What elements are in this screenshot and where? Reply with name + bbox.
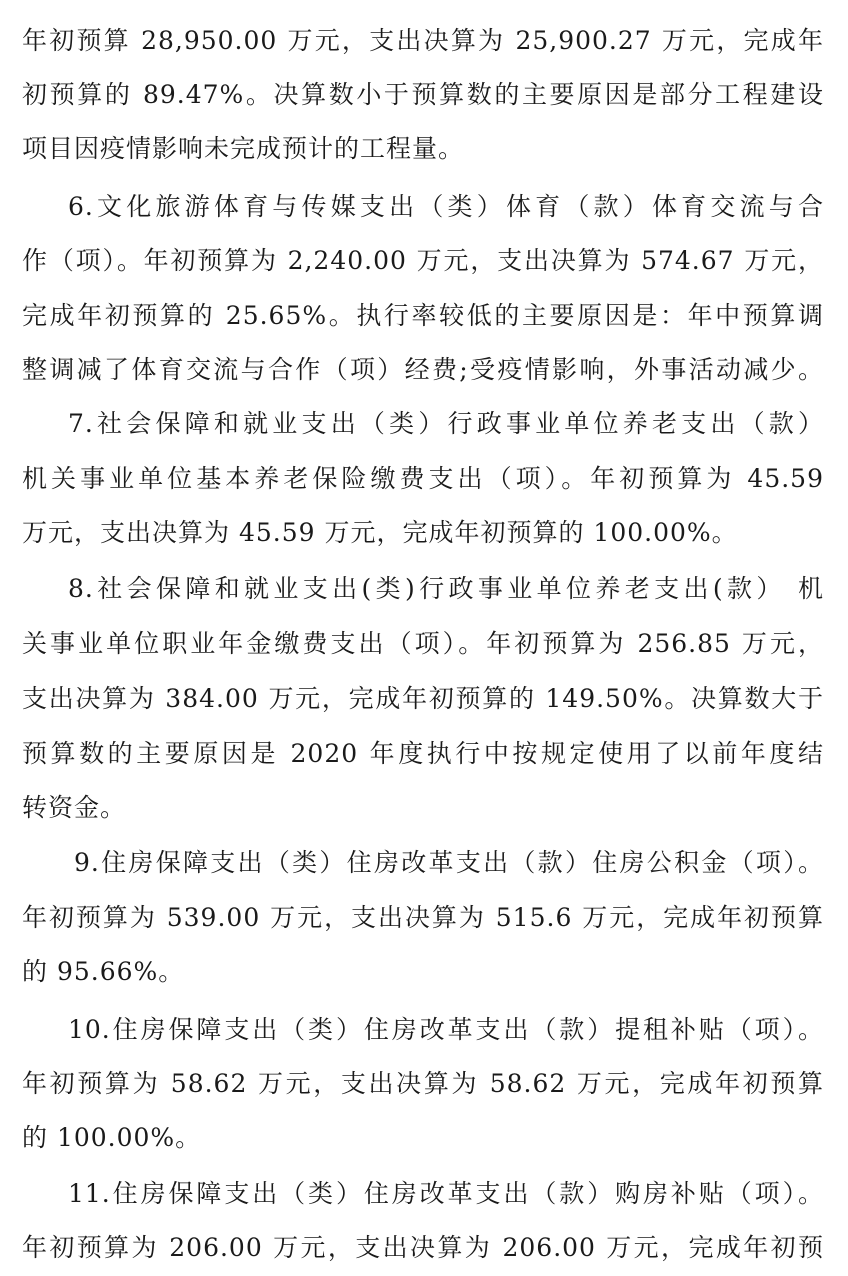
text-line: 整调减了体育交流与合作（项）经费;受疫情影响，外事活动减少。 <box>22 355 824 384</box>
paragraph-start-line: 7.社会保障和就业支出（类）行政事业单位养老支出（款） <box>68 409 824 438</box>
paragraph-start-line: 10.住房保障支出（类）住房改革支出（款）提租补贴（项）。 <box>68 1015 824 1044</box>
text-line: 支出决算为 384.00 万元，完成年初预算的 149.50%。决算数大于 <box>22 684 824 713</box>
text-line: 预算数的主要原因是 2020 年度执行中按规定使用了以前年度结 <box>22 739 824 768</box>
text-line: 万元，支出决算为 45.59 万元，完成年初预算的 100.00%。 <box>22 518 738 547</box>
text-line: 年初预算 28,950.00 万元，支出决算为 25,900.27 万元，完成年 <box>22 26 824 55</box>
text-line: 的 95.66%。 <box>22 957 185 986</box>
text-line: 完成年初预算的 25.65%。执行率较低的主要原因是：年中预算调 <box>22 301 824 330</box>
text-line: 转资金。 <box>22 793 127 822</box>
paragraph-start-line: 6.文化旅游体育与传媒支出（类）体育（款）体育交流与合 <box>68 192 824 221</box>
text-line: 关事业单位职业年金缴费支出（项）。年初预算为 256.85 万元， <box>22 629 824 658</box>
paragraph-start-line: 8.社会保障和就业支出(类)行政事业单位养老支出(款） 机 <box>68 574 824 603</box>
paragraph-start-line: 11.住房保障支出（类）住房改革支出（款）购房补贴（项）。 <box>68 1179 824 1208</box>
text-line: 机关事业单位基本养老保险缴费支出（项）。年初预算为 45.59 <box>22 464 824 493</box>
text-line: 年初预算为 206.00 万元，支出决算为 206.00 万元，完成年初预 <box>22 1233 824 1262</box>
text-line: 初预算的 89.47%。决算数小于预算数的主要原因是部分工程建设 <box>22 80 824 109</box>
text-line: 的 100.00%。 <box>22 1123 202 1152</box>
text-line: 项目因疫情影响未完成预计的工程量。 <box>22 134 465 163</box>
text-line: 作（项）。年初预算为 2,240.00 万元，支出决算为 574.67 万元， <box>22 246 824 275</box>
paragraph-start-line: 9.住房保障支出（类）住房改革支出（款）住房公积金（项）。 <box>74 848 824 877</box>
text-line: 年初预算为 58.62 万元，支出决算为 58.62 万元，完成年初预算 <box>22 1069 824 1098</box>
text-line: 年初预算为 539.00 万元，支出决算为 515.6 万元，完成年初预算 <box>22 903 824 932</box>
